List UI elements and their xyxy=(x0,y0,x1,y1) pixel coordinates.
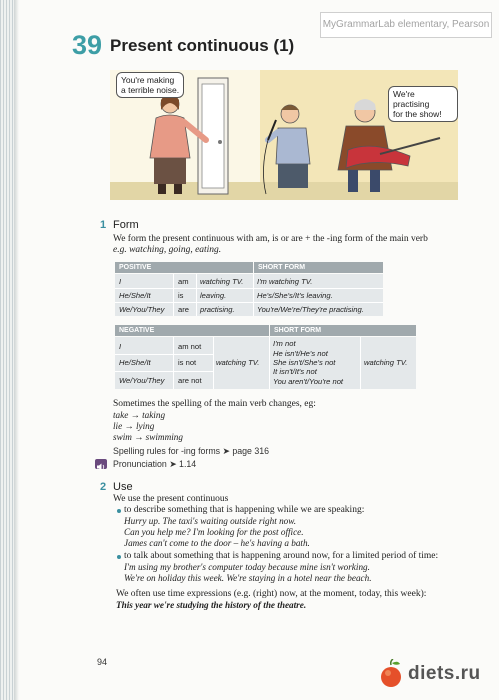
audio-icon[interactable] xyxy=(95,459,107,469)
positive-row-3-aux: are xyxy=(178,305,189,314)
section-1-number: 1 xyxy=(100,219,107,231)
use-1-example-2: Can you help me? I'm looking for the post office. xyxy=(124,527,304,537)
apple-logo xyxy=(378,659,404,694)
unit-title: Present continuous (1) xyxy=(110,36,295,55)
watermark-box: MyGrammarLab elementary, Pearson xyxy=(320,12,492,38)
site-logo-text: diets.ru xyxy=(408,663,481,684)
time-expressions-example: This year we're studying the history of the theatre. xyxy=(116,600,307,610)
positive-row-3-verb: practising. xyxy=(200,305,235,314)
column-divider xyxy=(173,274,174,316)
use-2-example-2: We're on holiday this week. We're staying in a hotel near the beach. xyxy=(124,573,372,583)
speech-bubble-right xyxy=(388,86,458,122)
negative-verb: watching TV. xyxy=(216,358,260,367)
column-divider xyxy=(269,337,270,389)
use-1-example-3: James can't come to the door – he's having a bath. xyxy=(124,538,310,548)
section-2-title: Use xyxy=(113,481,133,493)
speech-bubble-left xyxy=(116,72,184,98)
section-1-intro-line2: e.g. watching, going, eating. xyxy=(113,245,222,255)
negative-short-4: It isn't/It's not xyxy=(273,367,317,376)
positive-row-1-short: I'm watching TV. xyxy=(257,277,313,286)
use-bullet-1: to describe something that is happening while we are speaking: xyxy=(124,505,365,515)
bullet-point xyxy=(117,509,121,513)
use-1-example-1: Hurry up. The taxi's waiting outside right now. xyxy=(124,516,297,526)
negative-short-1: I'm not xyxy=(273,339,296,348)
spelling-intro: Sometimes the spelling of the main verb changes, eg: xyxy=(113,399,316,409)
row-divider xyxy=(115,354,213,355)
positive-short-header: SHORT FORM xyxy=(254,262,383,273)
time-expressions: We often use time expressions (e.g. (right) now, at the moment, today, this week): xyxy=(116,589,427,599)
negative-short-verb: watching TV. xyxy=(364,358,408,367)
column-divider xyxy=(360,337,361,389)
spelling-example-3: swim → swimming xyxy=(113,432,183,442)
column-divider xyxy=(173,337,174,389)
column-divider xyxy=(196,274,197,316)
positive-row-1-subject: I xyxy=(119,277,122,286)
spelling-example-2: lie → lying xyxy=(113,421,155,431)
speech-bubble-left-line2: a terrible noise. xyxy=(121,85,180,95)
column-divider xyxy=(253,274,254,316)
spelling-example-1: take → taking xyxy=(113,410,166,420)
section-2-intro: We use the present continuous xyxy=(113,494,229,504)
negative-row-3-subject: We/You/They xyxy=(119,376,165,385)
positive-row-2-subject: He/She/It xyxy=(119,291,151,300)
section-2-number: 2 xyxy=(100,481,107,493)
speech-bubble-right-line1: We're practising xyxy=(393,89,430,109)
positive-row-2-short: He's/She's/It's leaving. xyxy=(257,291,333,300)
column-divider xyxy=(213,337,214,389)
row-divider xyxy=(115,302,383,303)
positive-row-1-verb: watching TV. xyxy=(200,277,244,286)
speech-bubble-right-line2: for the show! xyxy=(393,109,442,119)
speech-bubble-left-line1: You're making xyxy=(121,75,175,85)
negative-row-1-subject: I xyxy=(119,342,122,351)
row-divider xyxy=(115,288,383,289)
positive-row-3-subject: We/You/They xyxy=(119,305,165,314)
negative-row-2-subject: He/She/It xyxy=(119,358,151,367)
positive-header: POSITIVE xyxy=(115,262,253,273)
page-stack-edge xyxy=(0,0,14,700)
positive-row-2-verb: leaving. xyxy=(200,291,227,300)
page-number: 94 xyxy=(97,657,108,667)
section-1-intro-line1: We form the present continuous with am, is or are + the -ing form of the main verb xyxy=(113,234,428,244)
apple-logo-icon xyxy=(378,659,404,689)
row-divider xyxy=(115,371,213,372)
section-1-title: Form xyxy=(113,219,139,231)
negative-header: NEGATIVE xyxy=(115,325,269,336)
use-bullet-2: to talk about something that is happening around now, for a limited period of time: xyxy=(124,551,439,561)
use-2-example-1: I'm using my brother's computer today because mine isn't working. xyxy=(124,562,370,572)
bullet-point xyxy=(117,555,121,559)
cartoon-illustration xyxy=(110,70,458,200)
page-fold-shadow xyxy=(14,0,19,700)
negative-row-2-aux: is not xyxy=(178,358,197,367)
negative-row-1-aux: am not xyxy=(178,342,202,351)
pronunciation-reference[interactable]: Pronunciation ➤ 1.14 xyxy=(113,459,197,469)
negative-short-5: You aren't/You're not xyxy=(273,377,344,386)
negative-short-3: She isn't/She's not xyxy=(273,358,336,367)
spelling-rules-reference[interactable]: Spelling rules for -ing forms ➤ page 316 xyxy=(113,446,270,456)
negative-short-2: He isn't/He's not xyxy=(273,349,328,358)
positive-row-2-aux: is xyxy=(178,291,184,300)
speaker-icon xyxy=(95,462,107,472)
unit-number: 39 xyxy=(72,30,103,60)
positive-row-1-aux: am xyxy=(178,277,189,286)
positive-row-3-short: You're/We're/They're practising. xyxy=(257,305,364,314)
negative-row-3-aux: are not xyxy=(178,376,202,385)
negative-short-header: SHORT FORM xyxy=(270,325,416,336)
